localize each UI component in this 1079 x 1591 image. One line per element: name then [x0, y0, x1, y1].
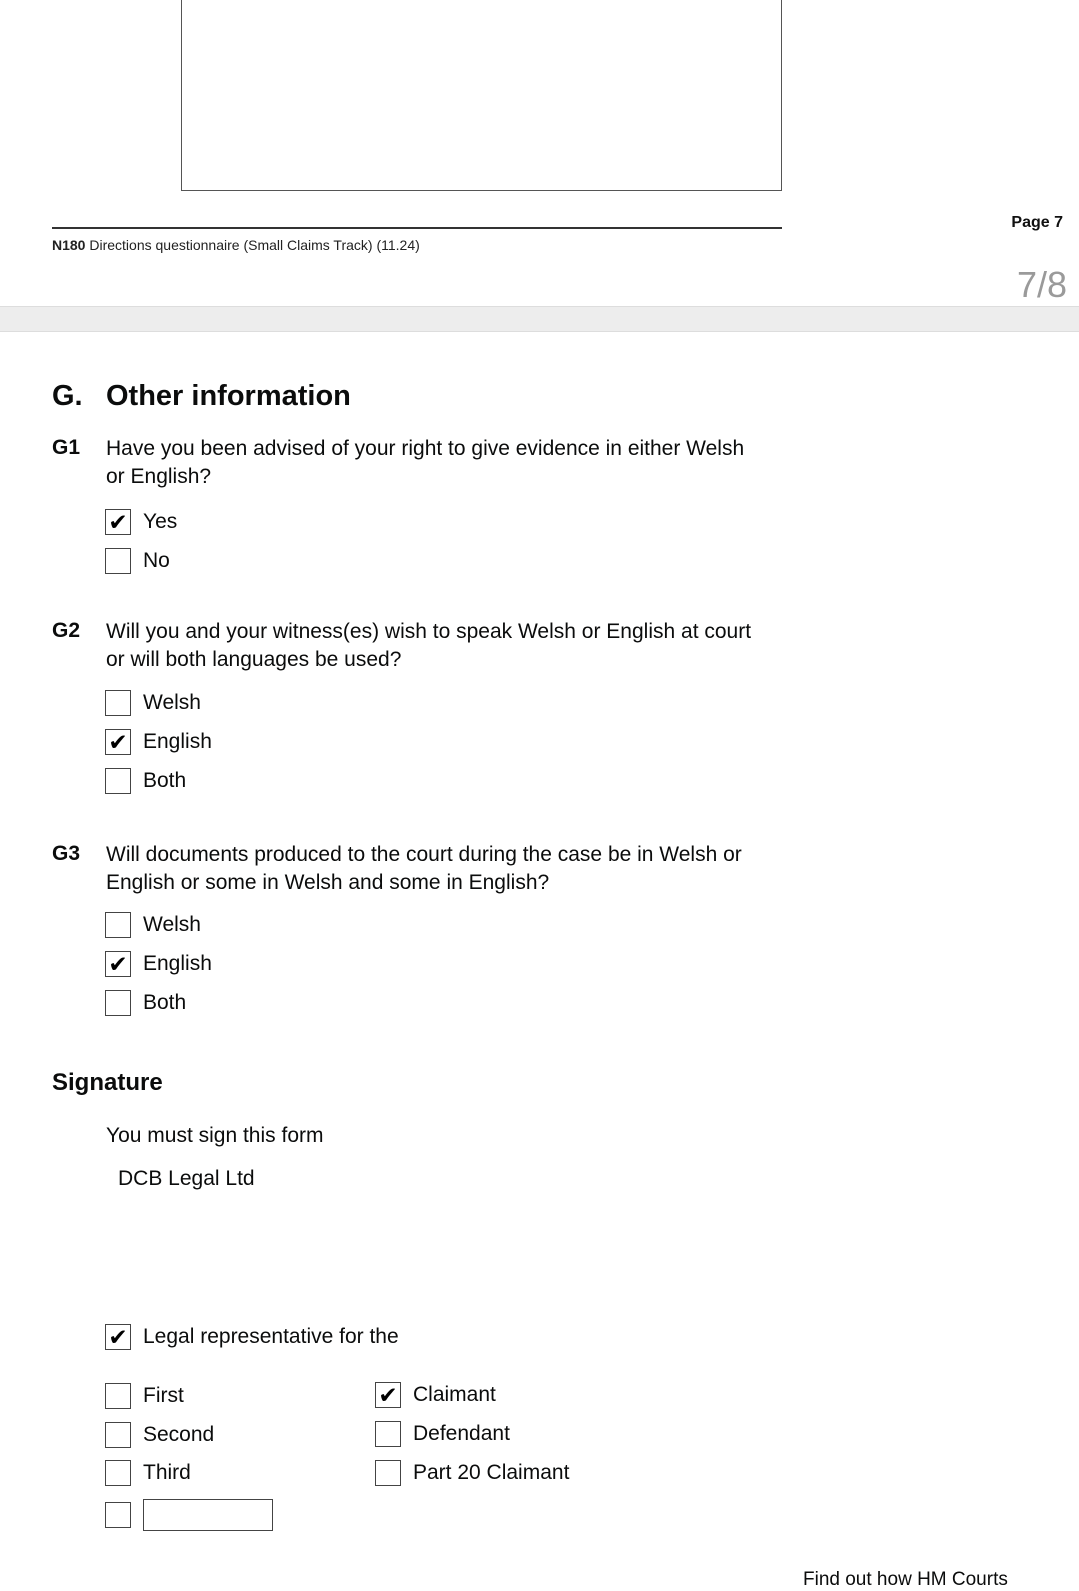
- g3-both-checkbox[interactable]: [105, 990, 131, 1016]
- third-label: Third: [143, 1461, 191, 1484]
- g2-option-both: [105, 768, 186, 794]
- g1-option-yes: [105, 509, 177, 535]
- signature-instruction: You must sign this form: [106, 1124, 324, 1147]
- party-option-part20: [375, 1460, 569, 1486]
- ordinal-option-second: [105, 1422, 214, 1448]
- g3-english-label: English: [143, 952, 212, 975]
- claimant-label: Claimant: [413, 1383, 496, 1406]
- defendant-label: Defendant: [413, 1422, 510, 1445]
- other-ordinal-input[interactable]: [143, 1499, 273, 1531]
- first-checkbox[interactable]: [105, 1383, 131, 1409]
- question-g2-text: Will you and your witness(es) wish to speak Welsh or English at court or will both languages be used?: [106, 620, 752, 671]
- question-g1-number: G1: [52, 436, 81, 459]
- page-counter: 7/8: [1016, 264, 1067, 305]
- g2-both-label: Both: [143, 769, 187, 792]
- page-separator: [0, 306, 1079, 332]
- form-code: N180: [52, 237, 86, 253]
- question-g1-text: Have you been advised of your right to give evidence in either Welsh or English?: [106, 437, 745, 488]
- hm-courts-link[interactable]: Find out how HM Courts: [803, 1569, 1008, 1590]
- g2-english-label: English: [143, 730, 212, 753]
- legal-rep-option: [105, 1324, 399, 1350]
- legal-rep-label: Legal representative for the: [143, 1325, 399, 1348]
- second-label: Second: [143, 1423, 215, 1446]
- part20-claimant-checkbox[interactable]: [375, 1460, 401, 1486]
- party-option-defendant: [375, 1421, 510, 1447]
- g1-yes-checkbox[interactable]: ✔: [105, 509, 131, 535]
- third-checkbox[interactable]: [105, 1460, 131, 1486]
- section-g-title: Other information: [106, 380, 351, 412]
- legal-rep-checkbox[interactable]: ✔: [105, 1324, 131, 1350]
- g2-option-english: [105, 729, 212, 755]
- question-g3-text: Will documents produced to the court during the case be in Welsh or English or some in Welsh and some in English?: [106, 843, 742, 894]
- g1-option-no: [105, 548, 170, 574]
- g2-english-checkbox[interactable]: ✔: [105, 729, 131, 755]
- ordinal-option-first: [105, 1383, 184, 1409]
- claimant-checkbox[interactable]: ✔: [375, 1382, 401, 1408]
- second-checkbox[interactable]: [105, 1422, 131, 1448]
- g2-option-welsh: [105, 690, 201, 716]
- previous-page-text-area[interactable]: [181, 0, 782, 191]
- first-label: First: [143, 1384, 184, 1407]
- g3-option-both: [105, 990, 186, 1016]
- defendant-checkbox[interactable]: [375, 1421, 401, 1447]
- other-checkbox[interactable]: [105, 1502, 131, 1528]
- question-g3-number: G3: [52, 842, 81, 865]
- footer-rule: [52, 227, 782, 229]
- g3-english-checkbox[interactable]: ✔: [105, 951, 131, 977]
- g2-both-checkbox[interactable]: [105, 768, 131, 794]
- g3-option-welsh: [105, 912, 201, 938]
- form-reference: [52, 237, 420, 253]
- g1-no-checkbox[interactable]: [105, 548, 131, 574]
- ordinal-option-third: [105, 1460, 191, 1486]
- g2-welsh-checkbox[interactable]: [105, 690, 131, 716]
- g3-both-label: Both: [143, 991, 187, 1014]
- g1-no-label: No: [143, 549, 170, 572]
- signature-field[interactable]: DCB Legal Ltd: [118, 1167, 255, 1190]
- part20-claimant-label: Part 20 Claimant: [413, 1461, 570, 1484]
- g3-welsh-checkbox[interactable]: [105, 912, 131, 938]
- question-g2-number: G2: [52, 619, 81, 642]
- ordinal-option-other: [105, 1499, 273, 1531]
- page-label: Page 7: [1011, 214, 1063, 231]
- g2-welsh-label: Welsh: [143, 691, 201, 714]
- g3-option-english: [105, 951, 212, 977]
- section-g-letter: G.: [52, 380, 83, 412]
- form-title: Directions questionnaire (Small Claims Track) (11.24): [89, 237, 420, 253]
- signature-heading: Signature: [52, 1069, 163, 1096]
- g1-yes-label: Yes: [143, 510, 178, 533]
- party-option-claimant: [375, 1382, 496, 1408]
- g3-welsh-label: Welsh: [143, 913, 201, 936]
